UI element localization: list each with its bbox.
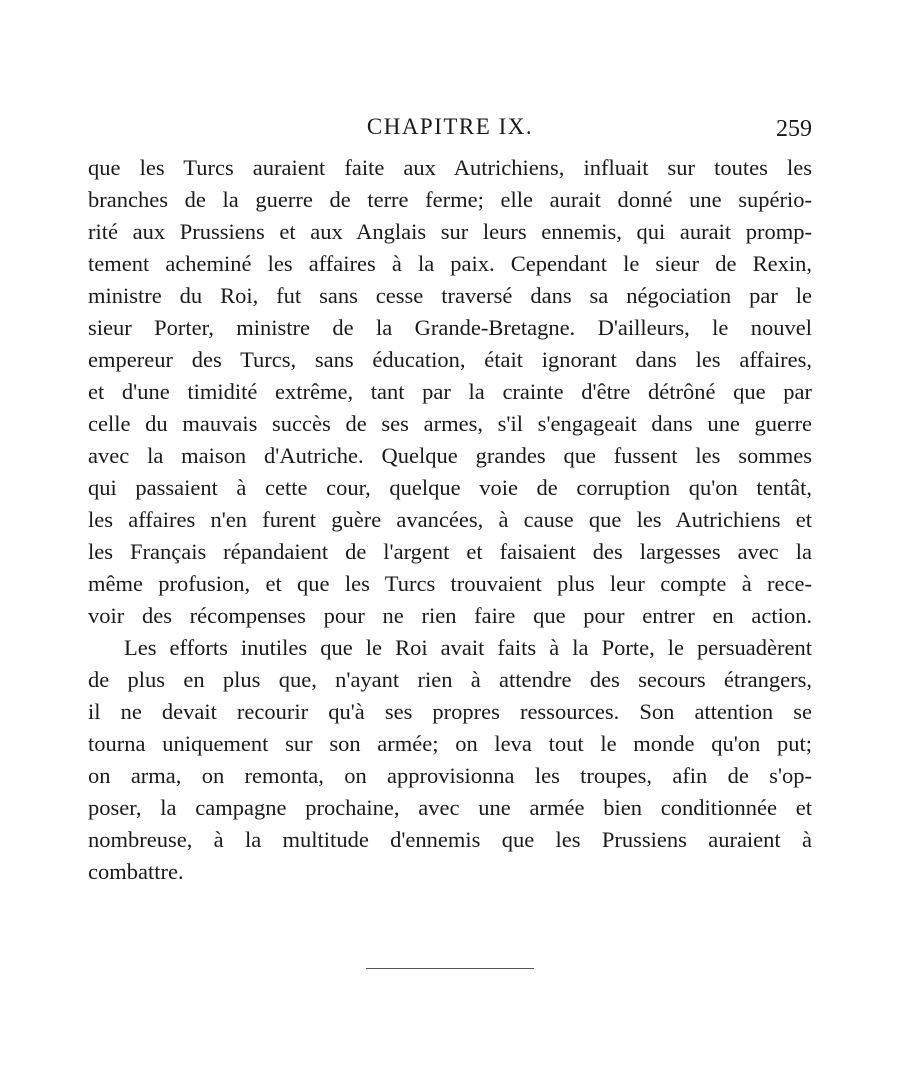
text-line: branches de la guerre de terre ferme; elle aurait donné une supério- (88, 187, 812, 212)
text-line: de plus en plus que, n'ayant rien à attendre des secours étrangers, (88, 667, 812, 692)
text-line: que les Turcs auraient faite aux Autrichiens, influait sur toutes les (88, 155, 812, 180)
page-number: 259 (776, 116, 812, 142)
text-line: même profusion, et que les Turcs trouvaient plus leur compte à rece- (88, 571, 812, 596)
text-line: qui passaient à cette cour, quelque voie de corruption qu'on tentât, (88, 475, 812, 500)
paragraph-2 (88, 632, 812, 888)
text-line: tement acheminé les affaires à la paix. Cependant le sieur de Rexin, (88, 251, 812, 276)
running-head (0, 112, 900, 142)
text-line: les affaires n'en furent guère avancées, à cause que les Autrichiens et (88, 507, 812, 532)
text-line: Les efforts inutiles que le Roi avait faits à la Porte, le persuadèrent (124, 635, 812, 660)
text-line: sieur Porter, ministre de la Grande-Bretagne. D'ailleurs, le nouvel (88, 315, 812, 340)
text-line: il ne devait recourir qu'à ses propres ressources. Son attention se (88, 699, 812, 724)
text-line: empereur des Turcs, sans éducation, était ignorant dans les affaires, (88, 347, 812, 372)
text-line: avec la maison d'Autriche. Quelque grandes que fussent les sommes (88, 443, 812, 468)
text-line: poser, la campagne prochaine, avec une armée bien conditionnée et (88, 795, 812, 820)
text-line: et d'une timidité extrême, tant par la crainte d'être détrôné que par (88, 379, 812, 404)
text-line: tourna uniquement sur son armée; on leva tout le monde qu'on put; (88, 731, 812, 756)
section-end-rule (366, 968, 534, 969)
text-line: nombreuse, à la multitude d'ennemis que les Prussiens auraient à (88, 827, 812, 852)
text-line: celle du mauvais succès de ses armes, s'il s'engageait dans une guerre (88, 411, 812, 436)
chapter-title: CHAPITRE IX. (366, 114, 534, 139)
body-text (88, 152, 812, 888)
text-line: les Français répandaient de l'argent et faisaient des largesses avec la (88, 539, 812, 564)
text-line: on arma, on remonta, on approvisionna les troupes, afin de s'op- (88, 763, 812, 788)
paragraph-1 (88, 152, 812, 632)
text-line: voir des récompenses pour ne rien faire que pour entrer en action. (88, 603, 812, 628)
text-line: rité aux Prussiens et aux Anglais sur leurs ennemis, qui aurait promp- (88, 219, 812, 244)
text-line: combattre. (88, 859, 184, 884)
text-line: ministre du Roi, fut sans cesse traversé dans sa négociation par le (88, 283, 812, 308)
